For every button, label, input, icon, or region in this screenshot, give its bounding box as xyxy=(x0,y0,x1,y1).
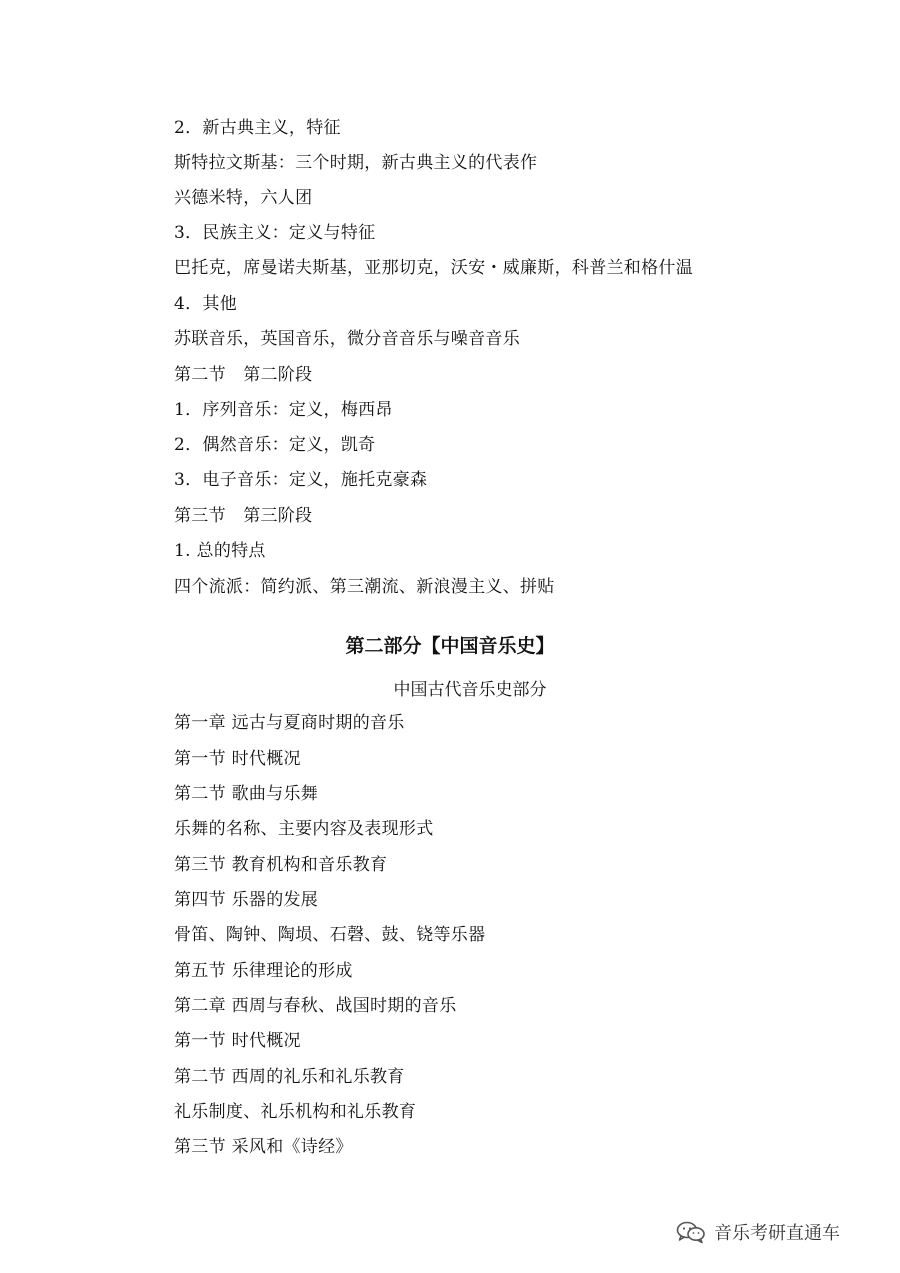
text-line: 2．偶然音乐：定义，凯奇 xyxy=(174,435,376,455)
wechat-icon xyxy=(676,1220,706,1244)
section-heading: 第二节 西周的礼乐和礼乐教育 xyxy=(174,1067,405,1087)
section-heading: 第三节 采风和《诗经》 xyxy=(174,1137,353,1157)
section-heading: 第三节 第三阶段 xyxy=(174,506,313,526)
section-heading: 第五节 乐律理论的形成 xyxy=(174,961,353,981)
section-heading: 第一节 时代概况 xyxy=(174,749,301,769)
text-line: 巴托克，席曼诺夫斯基，亚那切克，沃安・威廉斯，科普兰和格什温 xyxy=(174,258,693,278)
section-heading: 第一节 时代概况 xyxy=(174,1031,301,1051)
section-heading: 第四节 乐器的发展 xyxy=(174,890,319,910)
watermark-text: 音乐考研直通车 xyxy=(714,1223,840,1244)
text-line: 3．民族主义：定义与特征 xyxy=(174,223,376,243)
part-heading: 第二部分【中国音乐史】 xyxy=(345,635,555,657)
part-subheading: 中国古代音乐史部分 xyxy=(393,680,547,700)
chapter-heading: 第一章 远古与夏商时期的音乐 xyxy=(174,713,405,733)
text-line: 兴德米特，六人团 xyxy=(174,188,313,208)
text-line: 乐舞的名称、主要内容及表现形式 xyxy=(174,819,434,839)
text-line: 苏联音乐，英国音乐，微分音音乐与噪音音乐 xyxy=(174,329,520,349)
watermark xyxy=(676,1219,840,1245)
text-line: 1．序列音乐：定义，梅西昂 xyxy=(174,400,393,420)
section-heading: 第二节 第二阶段 xyxy=(174,365,313,385)
chapter-heading: 第二章 西周与春秋、战国时期的音乐 xyxy=(174,996,457,1016)
text-line: 斯特拉文斯基：三个时期，新古典主义的代表作 xyxy=(174,153,538,173)
section-heading: 第二节 歌曲与乐舞 xyxy=(174,784,319,804)
section-heading: 第三节 教育机构和音乐教育 xyxy=(174,855,388,875)
text-line: 1. 总的特点 xyxy=(174,541,266,561)
text-line: 2．新古典主义，特征 xyxy=(174,118,341,138)
text-line: 礼乐制度、礼乐机构和礼乐教育 xyxy=(174,1102,417,1122)
text-line: 四个流派：简约派、第三潮流、新浪漫主义、拼贴 xyxy=(174,577,555,597)
text-line: 4．其他 xyxy=(174,294,238,314)
text-line: 骨笛、陶钟、陶埙、石磬、鼓、铙等乐器 xyxy=(174,925,486,945)
text-line: 3．电子音乐：定义，施托克豪森 xyxy=(174,470,428,490)
